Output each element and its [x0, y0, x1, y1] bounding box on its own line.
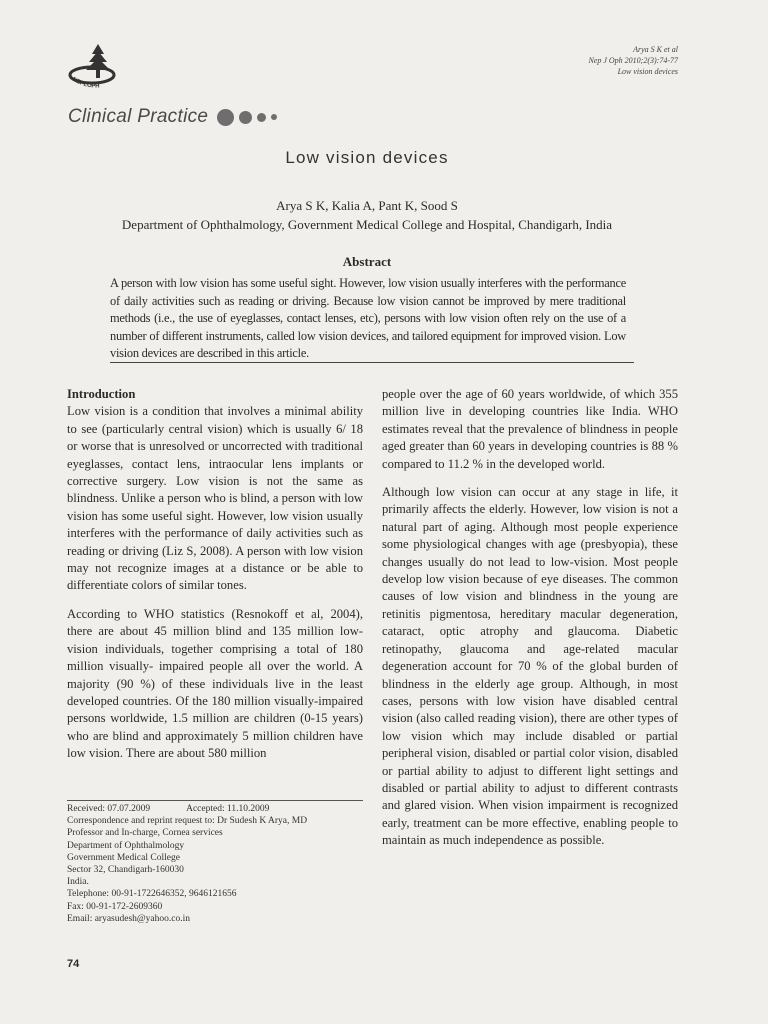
article-title: Low vision devices: [285, 148, 449, 167]
section-label: Clinical Practice: [68, 106, 209, 127]
abstract-text: A person with low vision has some useful sight. However, low vision usually interferes with the performance of daily activities such as reading or driving. Because low vision cannot be improved by mere traditional methods (i.e., the use of eyeglasses, contact lenses, etc), persons with low vision often rely on the use of a number of different instruments, called low vision devices, and tailored equipment for improved vision. Low vision devices are described in this article.: [110, 276, 626, 360]
accepted-date: Accepted: 11.10.2009: [186, 804, 270, 814]
abstract-divider: [110, 362, 634, 363]
dates-line: [67, 803, 367, 815]
running-header: [588, 44, 678, 77]
decorative-dot: [271, 114, 277, 120]
body-paragraph: Low vision is a condition that involves a minimal ability to see (particularly central vision) which is usually 6/ 18 or worse that is unresolved or uncorrected with traditional eyeglasses, contact lens, intraocular lens implants or corrective surgery. Low vision is not the same as blindness. Unlike a person who is blind, a person with low vision has some useful sight. However, low vision usually interferes with the performance of daily activities such as reading or driving (Liz S, 2008). A person with low vision may not recognize images at a distance or be able to differentiate colors of similar tones.: [67, 404, 363, 593]
author-list: Arya S K, Kalia A, Pant K, Sood S: [276, 198, 458, 213]
footnote-line: Government Medical College: [67, 852, 180, 863]
footnote-line: Sector 32, Chandigarh-160030: [67, 865, 184, 876]
decorative-dot: [257, 113, 266, 122]
logo-text: NEPLOPH: [71, 76, 100, 90]
journal-logo: [66, 42, 138, 94]
running-head-authors: Arya S K et al: [633, 45, 678, 54]
correspondence-footnote: [67, 803, 367, 925]
footnote-line: Correspondence and reprint request to: Dr Sudesh K Arya, MD: [67, 816, 308, 827]
introduction-heading: Introduction: [67, 387, 136, 401]
page-number: 74: [67, 958, 80, 970]
footnote-line: Fax: 00-91-172-2609360: [67, 901, 163, 912]
running-head-citation: Nep J Oph 2010;2(3):74-77: [588, 56, 678, 65]
body-column-left: [67, 386, 363, 774]
abstract-heading: Abstract: [342, 254, 392, 269]
footnote-divider: [67, 800, 363, 801]
footnote-line: India.: [67, 877, 89, 888]
footnote-line: Telephone: 00-91-1722646352, 9646121656: [67, 889, 237, 900]
decorative-dot: [217, 109, 234, 126]
body-paragraph: people over the age of 60 years worldwide, of which 355 million live in developing countries like India. WHO estimates reveal that the prevalence of blindness in people aged greater than 60 years in developing countries is 88 % compared to 11.2 % in the developed world.: [382, 387, 678, 471]
received-date: Received: 07.07.2009: [67, 804, 151, 814]
body-paragraph: Although low vision can occur at any stage in life, it primarily affects the elderly. However, low vision is not a natural part of aging. Although most people experience some physiological changes with age (presbyopia), these changes usually do not lead to low-vision. Most people develop low vision because of eye diseases. The common causes of low vision and blindness in the young are retinitis pigmentosa, hereditary macular degeneration, cataract, optic atrophy and glaucoma. Diabetic retinopathy, glaucoma and age-related macular degeneration account for 70 % of the global burden of blindness in the elderly age group. Although, in most cases, persons with low vision have disabled central vision (also called reading vision), there are other types of low vision which may include disabled or partial peripheral vision, disabled or partial color vision, disabled or partial ability to adjust to different light settings and disabled or partial ability to adjust to different contrasts and glared vision. When vision impairment is recognized early, treatment can be more effective, enabling people to maintain as much independence as possible.: [382, 485, 678, 848]
affiliation: Department of Ophthalmology, Government Medical College and Hospital, Chandigarh, India: [121, 217, 613, 232]
body-paragraph: According to WHO statistics (Resnokoff et al, 2004), there are about 45 million blind and 135 million low-vision individuals, together comprising a total of 180 million visually- impaired people all over the world. A majority (90 %) of these individuals live in the least developed countries. Of the 180 million visually-impaired persons worldwide, 1.5 million are children (0-15 years) who are blind and approximately 5 million children have low vision. There are about 580 million: [67, 606, 363, 761]
footnote-line: Department of Ophthalmology: [67, 840, 185, 851]
body-column-right: [382, 386, 678, 861]
section-banner: [68, 106, 277, 128]
footnote-line: Professor and In-charge, Cornea services: [67, 828, 223, 839]
decorative-dot: [239, 111, 252, 124]
running-head-short-title: Low vision devices: [617, 67, 678, 76]
footnote-email: Email: aryasudesh@yahoo.co.in: [67, 913, 190, 924]
